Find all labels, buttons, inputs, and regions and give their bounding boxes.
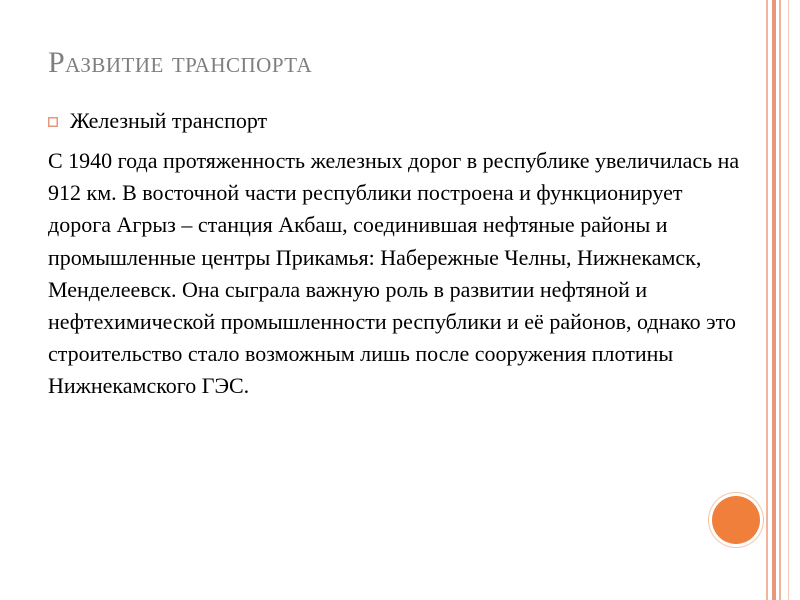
body-paragraph: С 1940 года протяженность железных дорог в республике увеличилась на 912 км. В восточной части республики построена и функционирует дорога Агрыз – станция Акбаш, соединившая нефтяные районы и промышленные центры Прикамья: Набережные Челны, Нижнекамск, Менделеевск. Она сыграла важную роль в развитии нефтяной и нефтехимической промышленности республики и её районов, однако это строительство стало возможным лишь после сооружения плотины Нижнекамского ГЭС. xyxy=(48,148,740,399)
decorative-circle xyxy=(712,496,760,544)
decorative-stripe xyxy=(766,0,768,600)
decorative-stripe xyxy=(779,0,781,600)
bullet-label: Железный транспорт xyxy=(70,108,268,133)
slide-title: Развитие транспорта xyxy=(48,46,313,79)
bullet-item xyxy=(48,108,267,134)
decorative-stripe xyxy=(772,0,776,600)
hollow-square-bullet-icon xyxy=(48,117,58,127)
decorative-stripe xyxy=(788,0,789,600)
